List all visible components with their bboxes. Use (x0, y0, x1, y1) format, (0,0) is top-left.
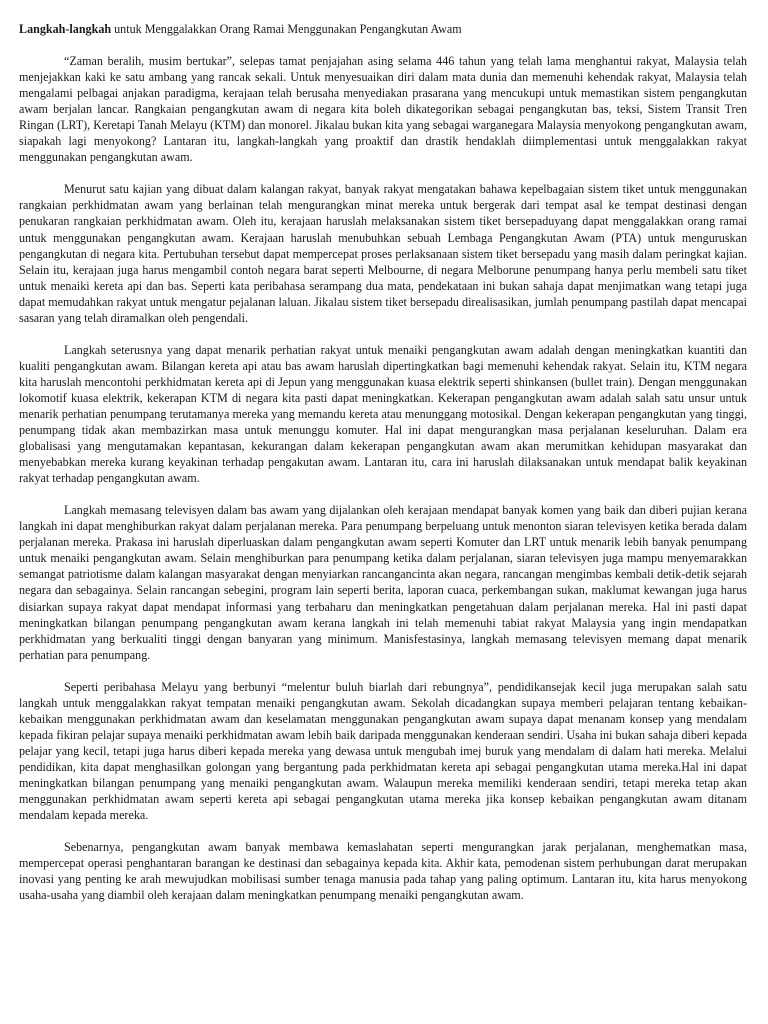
paragraph-education: Seperti peribahasa Melayu yang berbunyi “melentur buluh biarlah dari rebungnya”, pendidikansejak kecil juga merupakan salah satu langkah untuk menggalakkan rakyat tempatan menaiki pengangkutan awam. Sekolah dicadangkan supaya memberi pelajaran tentang kebaikan-kebaikan menggunakan perkhidmatan awam dan keselamatan menggunakan pengangkutan awam supaya dapat menanam konsep yang mendalam kepada fikiran pelajar supaya menaiki perkhidmatan awam lebih baik daripada menggunakan kenderaan sendiri. Usaha ini bukan sahaja diberi kepada pelajar yang kecil, tetapi juga harus diberi kepada mereka yang dewasa untuk mengubah imej buruk yang mendalam di dalam hati mereka. Melalui pendidikan, kita dapat menghasilkan golongan yang bergantung pada perkhidmatan kereta api sebagai pengangkutan utama mereka.Hal ini dapat meningkatkan bilangan penumpang yang menaiki pengangkutan awam. Walaupun mereka memiliki kenderaan sendiri, tetapi mereka tetap akan menggunakan perkhidmatan awam seperti kereta api sebagai pengangkutan utama mereka jika konsep kebaikan pengangkutan awam ditanam mendalam kepada mereka. (19, 679, 747, 823)
essay-title-bold: Langkah-langkah (19, 22, 112, 36)
paragraph-conclusion: Sebenarnya, pengangkutan awam banyak membawa kemaslahatan seperti mengurangkan jarak perjalanan, menghematkan masa, mempercepat operasi penghantaran barangan ke destinasi dan sebagainya kepada kita. Akhir kata, pemodenan sistem perhubungan darat merupakan inovasi yang penting ke arah mewujudkan mobilisasi sumber tenaga manusia pada tahap yang paling optimum. Lantaran itu, kita harus menyokong usaha-usaha yang diambil oleh kerajaan dalam meningkatkan penumpang menaiki pengangkutan awam. (19, 840, 747, 903)
essay-page (19, 21, 747, 903)
paragraph-introduction: “Zaman beralih, musim bertukar”, selepas tamat penjajahan asing selama 446 tahun yang telah lama menghantui rakyat, Malaysia telah menjejakkan kaki ke satu ambang yang rancak sekali. Untuk menyesuaikan diri dalam mata dunia dan memenuhi kehendak rakyat, Malaysia telah mengalami pelbagai anjakan paradigma, kerajaan telah berusaha menyediakan prasarana yang mencukupi untuk memastikan sistem pengangkutan awam berjalan lancar. Rangkaian pengangkutan awam di negara kita boleh dikategorikan sebagai pengangkutan bas, teksi, Sistem Transit Tren Ringan (LRT), Keretapi Tanah Melayu (KTM) dan monorel. Jikalau bukan kita yang sebagai warganegara Malaysia menyokong pengangkutan awam, siapakah lagi menyokong? Lantaran itu, langkah-langkah yang proaktif dan drastik hendaklah diimplementasi untuk menggalakkan rakyat menggunakan pengangkutan awam. (19, 54, 747, 165)
paragraph-television: Langkah memasang televisyen dalam bas awam yang dijalankan oleh kerajaan mendapat banyak komen yang baik dan diberi pujian kerana langkah ini dapat menghiburkan rakyat dalam perjalanan mereka. Para penumpang berpeluang untuk menonton siaran televisyen ketika berada dalam perjalanan mereka. Prakasa ini haruslah diperluaskan dalam pengangkutan awam seperti Komuter dan LRT untuk menarik lebih banyak penumpang untuk menaiki pengangkutan awam. Selain menghiburkan para penumpang ketika dalam perjalanan, siaran televisyen juga mampu menyemarakkan semangat patriotisme dalam kalangan masyarakat dengan menyiarkan rancangancinta akan negara, rancangan mengimbas kembali detik-detik sejarah negara dan sebagainya. Selain rancangan sebegini, program lain seperti berita, laporan cuaca, perkembangan sukan, maklumat kewangan juga harus disiarkan supaya rakyat dapat mendapat informasi yang terbaharu dan meningkatkan pengetahuan dalam perjalanan mereka. Hal ini pasti dapat meningkatkan bilangan penumpang pengangkutan awam kerana langkah ini telah memenuhi tabiat rakyat Malaysia yang ingin mendapatkan perkhidmatan yang berkualiti tinggi dengan banyaran yang minimum. Manisfestasinya, langkah memasang televisyen memang dapat menarik perhatian para penumpang. (19, 503, 747, 662)
essay-title (19, 21, 747, 37)
paragraph-integrated-ticketing: Menurut satu kajian yang dibuat dalam kalangan rakyat, banyak rakyat mengatakan bahawa kepelbagaian sistem tiket untuk menggunakan rangkaian perkhidmatan awam yang berlainan telah mengurangkan minat mereka untuk bergerak dari tempat asal ke tempat destinasi dengan penukaran rangkaian perkhidmatan awam. Oleh itu, kerajaan haruslah melaksanakan sistem tiket bersepaduyang dapat menggalakkan orang ramai untuk menggunakan pengangkutan awam. Kerajaan haruslah menubuhkan sebuah Lembaga Pengangkutan Awam (PTA) untuk menguruskan pengangkutan di negara kita. Pertubuhan tersebut dapat mempercepat proses perlaksanaan sistem tiket bersepadu yang masih dalam peringkat kajian. Selain itu, kerajaan juga harus mengambil contoh negara barat seperti Melbourne, di negara Melborune penumpang hanya perlu membeli satu tiket untuk menaiki kereta api dan bas. Seperti kata peribahasa serampang dua mata, pendekataan ini bukan sahaja dapat menjimatkan wang tetapi juga dapat memudahkan rakyat untuk mengatur pejalanan laluan. Jikalau sistem tiket bersepadu direalisasikan, jumlah penumpang pastilah dapat mencapai sasaran yang telah diramalkan oleh pengendali. (19, 182, 747, 325)
essay-title-rest: untuk Menggalakkan Orang Ramai Menggunakan Pengangkutan Awam (111, 22, 462, 36)
paragraph-quantity-quality: Langkah seterusnya yang dapat menarik perhatian rakyat untuk menaiki pengangkutan awam adalah dengan meningkatkan kuantiti dan kualiti pengangkutan awam. Bilangan kereta api atau bas awam haruslah dipertingkatkan bagi memenuhi kehendak rakyat. Selain itu, KTM negara kita haruslah mencontohi perkhidmatan kereta api di Jepun yang menggunakan kuasa elektrik seperti shinkansen (bullet train). Dengan menggunakan lokomotif kuasa elektrik, kekerapan KTM di negara kita pasti dapat meningkatkan. Kekerapan pengangkutan awam adalah salah satu unsur untuk menarik perhatian penumpang terutamanya mereka yang memandu kereta atau menunggang motosikal. Dengan kekerapan pengangkutan yang tinggi, penumpang tidak akan membazirkan masa untuk menunggu komuter. Hal ini dapat mengurangkan masa perjalanan keseluruhan. Dalam era globalisasi yang mengutamakan kepantasan, kekurangan dalam kekerapan pengangkutan awam akan merumitkan kehidupan masyarakat dan menyebabkan mereka kurang keyakinan terhadap pengakutan awam. Lantaran itu, cara ini haruslah dilaksanakan untuk mendapat balik keyakinan rakyat terhadap pengangkutan awam. (19, 342, 747, 486)
